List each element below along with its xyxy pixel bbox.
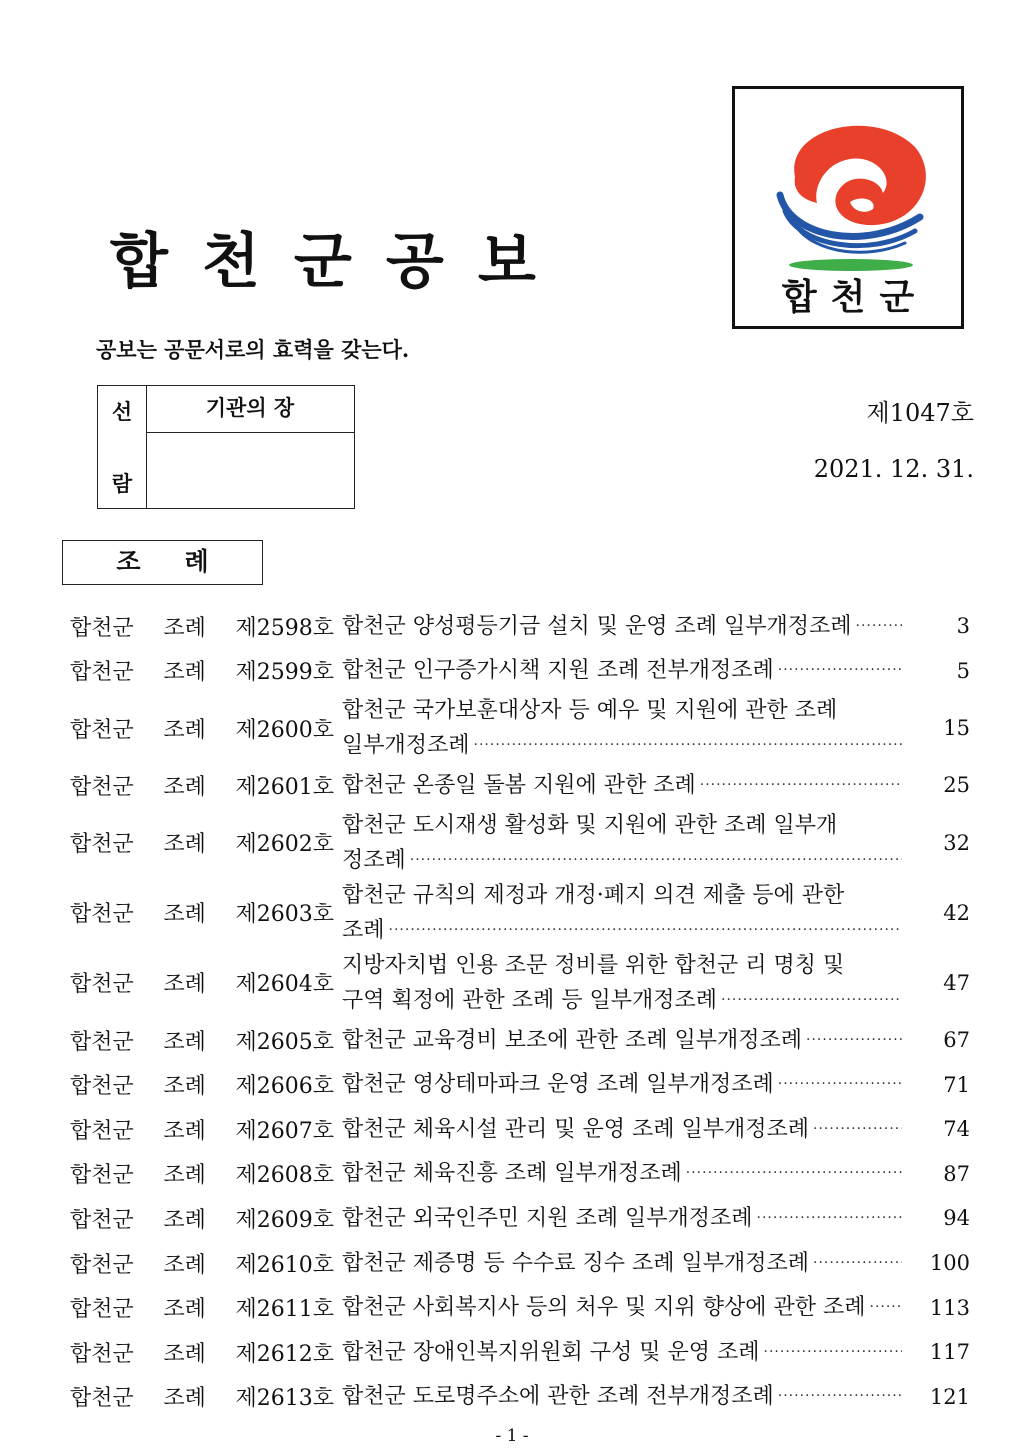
toc-title [342,1112,902,1147]
toc-row[interactable] [70,1152,970,1197]
toc-leader-dots [774,653,902,688]
toc-page-number: 32 [943,830,970,855]
toc-kind: 조례 [163,1207,206,1233]
toc-ordinance-number [70,1203,342,1234]
toc-kind: 조례 [163,774,206,800]
toc-title-line [342,768,902,803]
logo-text: 합천군 [781,277,929,318]
toc-row[interactable] [70,1375,970,1420]
toc-title-text: 합천군 제증명 등 수수료 징수 조례 일부개정조례 [342,1250,810,1276]
toc-title-text: 합천군 체육진흥 조례 일부개정조례 [342,1161,682,1187]
toc-number: 제2609호 [235,1207,334,1233]
section-heading: 조례 [62,540,263,585]
toc-kind: 조례 [163,902,206,928]
toc-row[interactable] [70,1018,970,1063]
toc-row[interactable] [70,948,970,1018]
toc-kind: 조례 [163,1341,206,1367]
toc-page-number: 74 [943,1117,970,1142]
toc-title [342,693,902,763]
toc-title-text: 합천군 온종일 돌봄 지원에 관한 조례 [342,772,696,798]
toc-kind: 조례 [163,1029,206,1055]
toc-row[interactable] [70,1107,970,1152]
toc-kind: 조례 [163,717,206,743]
toc-county: 합천군 [70,1207,134,1233]
toc-number: 제2607호 [235,1118,334,1144]
table-of-contents [70,604,970,1419]
toc-county: 합천군 [70,1029,134,1055]
toc-title-line [342,1246,902,1281]
toc-ordinance-number [70,897,342,928]
toc-ordinance-number [70,1069,342,1100]
toc-leader-dots [760,1335,902,1370]
toc-title-text: 조례 [342,917,385,943]
toc-kind: 조례 [163,615,206,641]
toc-leader-dots [802,1023,902,1058]
toc-row[interactable] [70,1330,970,1375]
toc-number: 제2604호 [235,972,334,998]
toc-number: 제2612호 [235,1341,334,1367]
toc-kind: 조례 [163,1163,206,1189]
toc-title-text: 구역 획정에 관한 조례 등 일부개정조례 [342,987,717,1013]
toc-page-number: 15 [943,716,970,741]
toc-kind: 조례 [163,1386,206,1412]
toc-page-number: 113 [929,1295,970,1320]
issue-date: 2021. 12. 31. [813,455,974,483]
page-number: - 1 - [495,1426,529,1446]
toc-county: 합천군 [70,660,134,686]
toc-page-number: 121 [929,1384,970,1409]
toc-title-line [342,913,902,948]
toc-title [342,1246,902,1281]
toc-ordinance-number [70,1381,342,1412]
toc-title [342,808,902,878]
subtitle: 공보는 공문서로의 효력을 갖는다. [96,337,410,362]
toc-page-number: 5 [956,658,970,683]
toc-kind: 조례 [163,832,206,858]
toc-row[interactable] [70,693,970,763]
toc-title-line [342,948,902,983]
toc-number: 제2610호 [235,1252,334,1278]
toc-title-text: 합천군 규칙의 제정과 개정·폐지 의견 제출 등에 관한 [342,882,845,908]
toc-page-number: 42 [943,900,970,925]
toc-kind: 조례 [163,660,206,686]
toc-title-line [342,1379,902,1414]
toc-title-text: 합천군 영상테마파크 운영 조례 일부개정조례 [342,1072,774,1098]
toc-title-line [342,1023,902,1058]
toc-county: 합천군 [70,1386,134,1412]
toc-row[interactable] [70,763,970,808]
toc-title-line [342,1067,902,1102]
toc-number: 제2598호 [235,615,334,641]
toc-leader-dots [866,1290,903,1325]
toc-page-number: 71 [943,1072,970,1097]
toc-county: 합천군 [70,1252,134,1278]
toc-ordinance-number [70,1158,342,1189]
toc-ordinance-number [70,655,342,686]
toc-title [342,1067,902,1102]
toc-leader-dots [809,1112,902,1147]
toc-row[interactable] [70,1285,970,1330]
toc-title-text: 합천군 인구증가시책 지원 조례 전부개정조례 [342,658,774,684]
toc-row[interactable] [70,1196,970,1241]
approval-box [97,385,355,509]
toc-title-line [342,808,902,843]
toc-leader-dots [696,768,902,803]
toc-ordinance-number [70,1114,342,1145]
approval-label-bottom: 람 [111,471,133,496]
toc-leader-dots [852,609,902,644]
toc-county: 합천군 [70,832,134,858]
toc-title-line [342,653,902,688]
toc-leader-dots [682,1156,902,1191]
toc-leader-dots [406,843,902,878]
toc-title [342,609,902,644]
toc-title-line [342,1112,902,1147]
issue-number: 제1047호 [866,399,974,427]
toc-ordinance-number [70,713,342,744]
toc-number: 제2599호 [235,660,334,686]
toc-title [342,1201,902,1236]
toc-title-line [342,1156,902,1191]
toc-county: 합천군 [70,774,134,800]
toc-title-line [342,1201,902,1236]
toc-title [342,1379,902,1414]
toc-row[interactable] [70,1062,970,1107]
toc-title-line [342,693,902,728]
toc-title-line [342,728,902,763]
toc-title [342,653,902,688]
toc-number: 제2600호 [235,717,334,743]
toc-number: 제2602호 [235,832,334,858]
toc-page-number: 117 [929,1340,970,1365]
toc-kind: 조례 [163,1297,206,1323]
toc-row[interactable] [70,878,970,948]
toc-title-text: 합천군 도로명주소에 관한 조례 전부개정조례 [342,1384,774,1410]
toc-ordinance-number [70,1292,342,1323]
toc-title-text: 합천군 도시재생 활성화 및 지원에 관한 조례 일부개 [342,812,838,838]
toc-title-text: 합천군 양성평등기금 설치 및 운영 조례 일부개정조례 [342,613,852,639]
toc-title-line [342,1290,902,1325]
toc-title-line [342,983,902,1018]
toc-title-line [342,609,902,644]
toc-number: 제2601호 [235,774,334,800]
toc-ordinance-number [70,1337,342,1368]
toc-title [342,878,902,948]
toc-row[interactable] [70,1241,970,1286]
toc-title-text: 합천군 사회복지사 등의 처우 및 지위 향상에 관한 조례 [342,1295,866,1321]
toc-page-number: 87 [943,1161,970,1186]
toc-page-number: 94 [943,1206,970,1231]
toc-title-text: 합천군 교육경비 보조에 관한 조례 일부개정조례 [342,1027,803,1053]
toc-title [342,1335,902,1370]
toc-row[interactable] [70,649,970,694]
approval-label-column [98,386,147,508]
toc-county: 합천군 [70,1118,134,1144]
toc-title-text: 지방자치법 인용 조문 정비를 위한 합천군 리 명칭 및 [342,952,845,978]
toc-kind: 조례 [163,1118,206,1144]
toc-title [342,948,902,1018]
toc-ordinance-number [70,1248,342,1279]
toc-leader-dots [774,1379,902,1414]
approval-header: 기관의 장 [146,386,354,433]
toc-ordinance-number [70,770,342,801]
toc-title [342,1290,902,1325]
toc-leader-dots [753,1201,902,1236]
toc-title [342,1156,902,1191]
toc-county: 합천군 [70,902,134,928]
toc-leader-dots [385,913,902,948]
approval-label-top: 선 [111,399,133,424]
toc-page-number: 67 [943,1028,970,1053]
toc-title-text: 일부개정조례 [342,733,470,759]
toc-title-line [342,878,902,913]
toc-title-text: 정조례 [342,847,406,873]
toc-row[interactable] [70,604,970,649]
toc-county: 합천군 [70,1341,134,1367]
toc-page-number: 3 [956,614,970,639]
toc-title-line [342,1335,902,1370]
toc-ordinance-number [70,611,342,642]
toc-number: 제2611호 [235,1297,334,1323]
toc-leader-dots [774,1067,902,1102]
county-logo [732,86,964,329]
toc-leader-dots [809,1246,902,1281]
toc-title-line [342,843,902,878]
toc-number: 제2605호 [235,1029,334,1055]
toc-number: 제2613호 [235,1386,334,1412]
toc-kind: 조례 [163,1074,206,1100]
toc-title [342,768,902,803]
toc-title-text: 합천군 외국인주민 지원 조례 일부개정조례 [342,1205,753,1231]
page-title: 합천군공보 [110,227,570,297]
county-emblem-icon [755,107,945,272]
toc-county: 합천군 [70,972,134,998]
toc-number: 제2603호 [235,902,334,928]
toc-number: 제2606호 [235,1074,334,1100]
toc-county: 합천군 [70,1074,134,1100]
toc-kind: 조례 [163,1252,206,1278]
toc-leader-dots [717,983,902,1018]
toc-title [342,1023,902,1058]
toc-page-number: 25 [943,773,970,798]
toc-kind: 조례 [163,972,206,998]
toc-ordinance-number [70,827,342,858]
toc-county: 합천군 [70,615,134,641]
toc-page-number: 100 [929,1251,970,1276]
toc-title-text: 합천군 국가보훈대상자 등 예우 및 지원에 관한 조례 [342,698,838,724]
toc-ordinance-number [70,967,342,998]
toc-county: 합천군 [70,1297,134,1323]
toc-county: 합천군 [70,1163,134,1189]
toc-leader-dots [470,728,902,763]
toc-county: 합천군 [70,717,134,743]
toc-title-text: 합천군 장애인복지위원회 구성 및 운영 조례 [342,1339,760,1365]
toc-title-text: 합천군 체육시설 관리 및 운영 조례 일부개정조례 [342,1116,810,1142]
toc-number: 제2608호 [235,1163,334,1189]
toc-row[interactable] [70,808,970,878]
toc-page-number: 47 [943,970,970,995]
toc-ordinance-number [70,1025,342,1056]
